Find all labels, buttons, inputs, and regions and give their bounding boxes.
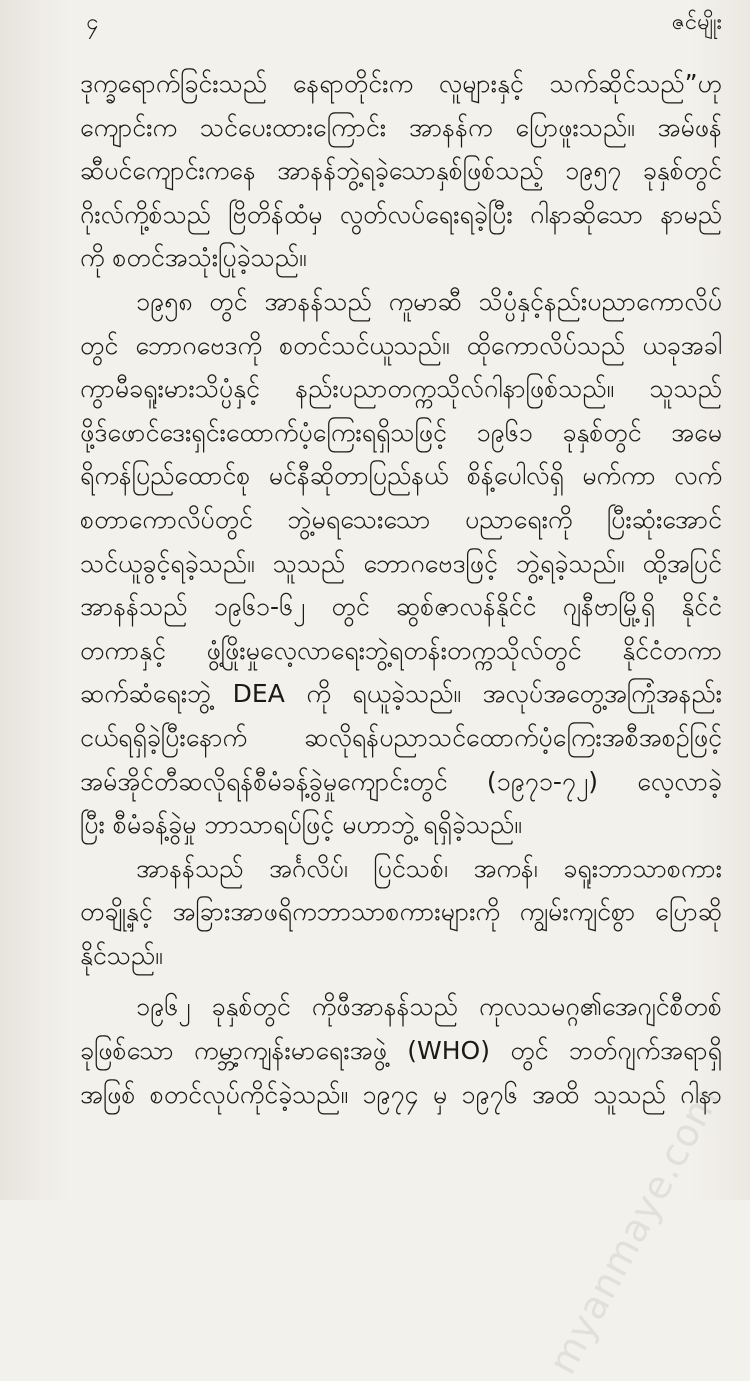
paragraph-1	[80, 62, 722, 280]
text-line: ကျောင်းက သင်ပေးထားကြောင်း အာနန်က ပြောဖူးသည်။ အမ်ဖန်	[80, 112, 722, 142]
running-title: ဇင်မျိုး	[671, 9, 722, 35]
text-line: အာနန်သည် အင်္ဂလိပ်၊ ပြင်သစ်၊ အကန်၊ ခရူးဘာသာစကား	[136, 853, 722, 883]
text-line: ငယ်ရရှိခဲ့ပြီးနောက် ဆလိုရန်ပညာသင်ထောက်ပံ့ကြေးအစီအစဉ်ဖြင့်	[80, 722, 722, 752]
text-line: အမ်အိုင်တီဆလိုရန်စီမံခန့်ခွဲမှုကျောင်းတွင် (၁၉၇၁-၇၂) လေ့လာခဲ့	[80, 766, 722, 796]
text-line: စတာကောလိပ်တွင် ဘွဲ့မရသေးသော ပညာရေးကို ပြီးဆုံးအောင်	[80, 504, 722, 534]
text-line: ရိကန်ပြည်ထောင်စု မင်နီဆိုတာပြည်နယ် စိန့်ပေါလ်ရှိ မက်ကာ လက်	[80, 461, 722, 491]
body-text	[80, 62, 722, 1116]
paragraph-3	[80, 847, 722, 978]
text-line: ကို စတင်အသုံးပြုခဲ့သည်။	[80, 243, 307, 273]
text-line: ဆီပင်ကျောင်းကနေ အာနန်ဘွဲ့ရခဲ့သောနှစ်ဖြစ်သည့် ၁၉၅၇ ခုနှစ်တွင်	[80, 156, 722, 186]
text-line: အဖြစ် စတင်လုပ်ကိုင်ခဲ့သည်။ ၁၉၇၄ မှ ၁၉၇၆ အထိ သူသည် ဂါနာ	[80, 1079, 722, 1109]
text-line: ဒုက္ခရောက်ခြင်းသည် နေရာတိုင်းက လူများနှင့် သက်ဆိုင်သည်”ဟု	[80, 69, 722, 98]
text-line: သင်ယူခွင့်ရခဲ့သည်။ သူသည် ဘောဂဗေဒဖြင့် ဘွဲ့ရခဲ့သည်။ ထို့အပြင်	[80, 548, 722, 578]
paragraph-4	[80, 985, 722, 1116]
paragraph-2	[80, 280, 722, 847]
page-number: ၄	[86, 9, 99, 35]
text-line: တွင် ဘောဂဗေဒကို စတင်သင်ယူသည်။ ထိုကောလိပ်သည် ယခုအခါ	[80, 330, 722, 360]
text-line: နိုင်သည်။	[80, 940, 163, 970]
text-line: တချို့နှင့် အခြားအာဖရိကဘာသာစကားများကို ကျွမ်းကျင်စွာ ပြောဆို	[80, 897, 722, 927]
text-line: တကာနှင့် ဖွံ့ဖြိုးမှုလေ့လာရေးဘွဲ့ရတန်းတက္ကသိုလ်တွင် နိုင်ငံတကာ	[80, 635, 722, 665]
text-line: ဖို့ဒ်ဖောင်ဒေးရှင်းထောက်ပံ့ကြေးရရှိသဖြင့် ၁၉၆၁ ခုနှစ်တွင် အမေ	[80, 417, 722, 447]
text-line: ၁၉၆၂ ခုနှစ်တွင် ကိုဖီအာနန်သည် ကုလသမဂ္ဂ၏အေဂျင်စီတစ်	[136, 992, 722, 1022]
text-line: ကွာမီခရူးမားသိပ္ပံနှင့် နည်းပညာတက္ကသိုလ်ဂါနာဖြစ်သည်။ သူသည်	[80, 374, 722, 404]
watermark: myanmaye.com	[539, 1079, 728, 1381]
text-line: ဂိုးလ်ကို့စ်သည် ဗြိတိန်ထံမှ လွတ်လပ်ရေးရခဲ့ပြီး ဂါနာဆိုသော နာမည်	[80, 199, 722, 229]
page-header	[80, 6, 722, 40]
text-line: ပြီး စီမံခန့်ခွဲမှု ဘာသာရပ်ဖြင့် မဟာဘွဲ့ ရရှိခဲ့သည်။	[80, 810, 522, 840]
text-line: အာနန်သည် ၁၉၆၁-၆၂ တွင် ဆွစ်ဇာလန်နိုင်ငံ ဂျနီဗာမြို့ရှိ နိုင်ငံ	[80, 592, 722, 622]
text-line: ၁၉၅၈ တွင် အာနန်သည် ကူမာဆီ သိပ္ပံနှင့်နည်းပညာကောလိပ်	[136, 286, 722, 316]
text-line: ခုဖြစ်သော ကမ္ဘာ့ကျန်းမာရေးအဖွဲ့ (WHO) တွင် ဘတ်ဂျက်အရာရှိ	[80, 1036, 722, 1066]
text-line: ဆက်ဆံရေးဘွဲ့ DEA ကို ရယူခဲ့သည်။ အလုပ်အတွေ့အကြုံအနည်း	[80, 679, 722, 709]
